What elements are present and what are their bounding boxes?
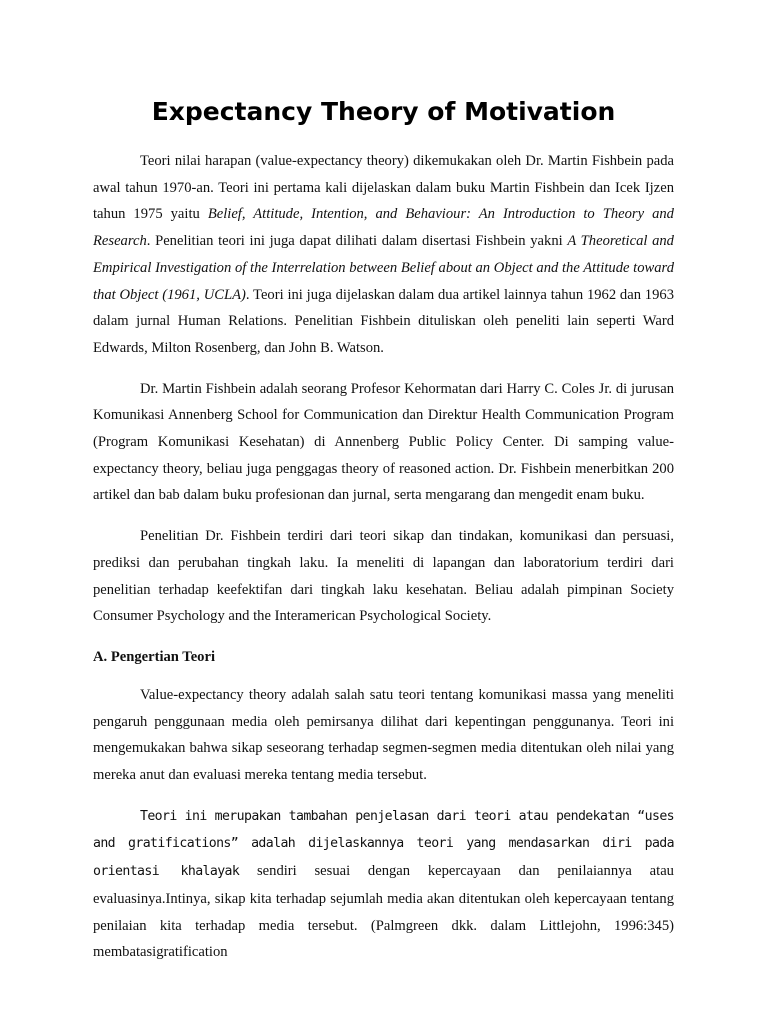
paragraph-intro-text-1: Teori nilai harapan (value-expectancy theory) dikemukakan oleh Dr. Martin Fishbein pada awal tahun 1970-an. Teori ini pertama kali dijelaskan dalam buku Martin Fishbein dan Icek Ijzen tahun 1975 yaitu bbox=[93, 153, 674, 223]
paragraph-uses-and-gratifications bbox=[93, 803, 674, 961]
paragraph-intro bbox=[93, 148, 674, 362]
paragraph-typewriter-text: Teori ini merupakan tambahan penjelasan dari teori atau pendekatan “uses and gratifications” adalah dijelaskannya teori yang mendasarkan diri pada orientasi khalayak bbox=[93, 808, 674, 880]
section-heading-pengertian-teori: A. Pengertian Teori bbox=[93, 648, 216, 665]
paragraph-fishbein-bio: Dr. Martin Fishbein adalah seorang Profesor Kehormatan dari Harry C. Coles Jr. di jurusan Komunikasi Annenberg School for Communication dan Direktur Health Communication Program (Program Komunikasi Kesehatan) di Annenberg Public Policy Center. Di samping value-expectancy theory, beliau juga penggagas theory of reasoned action. Dr. Fishbein menerbitkan 200 artikel dan bab dalam buku profesionan dan jurnal, serta mengarang dan mengedit enam buku. bbox=[93, 380, 674, 504]
page-title: Expectancy Theory of Motivation bbox=[151, 97, 616, 126]
paragraph-continued-text: sendiri sesuai dengan kepercayaan dan penilaiannya atau evaluasinya.Intinya, sikap kita terhadap sejumlah media akan ditentukan oleh kepercayaan tentang penilaian kita terhadap media tersebut. (Palmgreen dkk. dalam Littlejohn, 1996:345) membatasigratification bbox=[93, 863, 674, 961]
dissertation-title-italic: A Theoretical and Empirical Investigation of the Interrelation between Belief about an Object and the Attitude toward that Object (1961, UCLA) bbox=[93, 233, 674, 303]
document-body bbox=[93, 148, 674, 961]
paragraph-fishbein-research: Penelitian Dr. Fishbein terdiri dari teori sikap dan tindakan, komunikasi dan persuasi, prediksi dan perubahan tingkah laku. Ia meneliti di lapangan dan laboratorium terdiri dari penelitian terhadap keefektifan dari tingkah laku kesehatan. Beliau adalah pimpinan Society Consumer Psychology and the Interamerican Psychological Society. bbox=[93, 528, 674, 625]
paragraph-intro-text-2: . Penelitian teori ini juga dapat dilihati dalam disertasi Fishbein yakni bbox=[146, 233, 568, 250]
book-title-italic: Belief, Attitude, Intention, and Behaviour: An Introduction to Theory and Research bbox=[93, 206, 674, 250]
paragraph-theory-definition: Value-expectancy theory adalah salah satu teori tentang komunikasi massa yang meneliti pengaruh penggunaan media oleh pemirsanya dilihat dari kepentingan penggunanya. Teori ini mengemukakan bahwa sikap seseorang terhadap segmen-segmen media ditentukan oleh nilai yang mereka anut dan evaluasi mereka tentang media tersebut. bbox=[93, 686, 674, 784]
paragraph-intro-text-3: . Teori ini juga dijelaskan dalam dua artikel lainnya tahun 1962 dan 1963 dalam jurnal Human Relations. Penelitian Fishbein dituliskan oleh peneliti lain seperti Ward Edwards, Milton Rosenberg, dan John B. Watson. bbox=[93, 286, 674, 356]
